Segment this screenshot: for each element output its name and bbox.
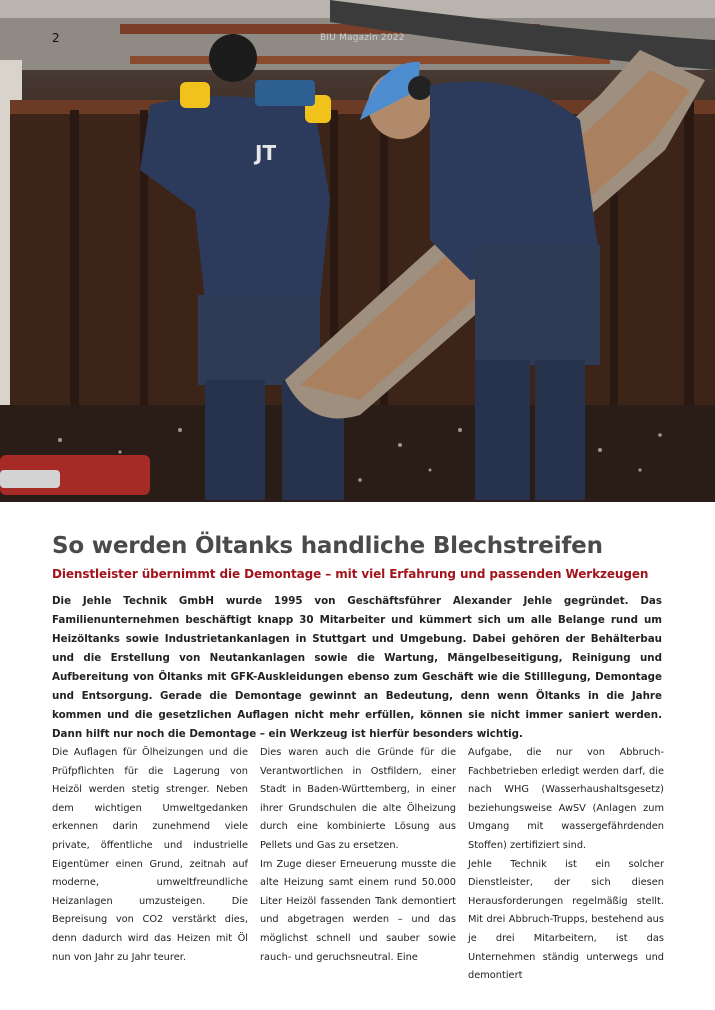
text-column-2 (260, 744, 456, 967)
page-number: 2 (52, 31, 60, 45)
running-header: BIU Magazin 2022 (320, 33, 405, 43)
article-photo (0, 0, 715, 502)
text-column-1 (52, 744, 248, 967)
article-body (52, 744, 664, 982)
photo-illustration (0, 0, 715, 502)
pipe (130, 56, 610, 64)
shirt-logo: JT (255, 141, 277, 165)
article-lead: Die Jehle Technik GmbH wurde 1995 von Geschäftsführer Alexander Jehle gegründet. Das Familienunternehmen beschäftigt knapp 30 Mitarbeiter und kümmert sich um alle Belange rund um Heizöltanks sowie Industrietankanlagen in Stuttgart und Umgebung. Dabei gehören der Behälterbau und die Erstellung von Neutankanlagen sowie die Wartung, Mängelbeseitigung, Reinigung und Aufbereitung von Öltanks mit GFK-Auskleidungen ebenso zum Geschäft wie die Stilllegung, Demontage und Entsorgung. Gerade die Demontage gewinnt an Bedeutung, denn wenn Öltanks in die Jahre kommen und die gesetzlichen Auflagen nicht mehr erfüllen, können sie nicht immer saniert werden. Dann hilft nur noch die Demontage – ein Werkzeug ist hierfür besonders wichtig. (52, 595, 662, 740)
ear-protection (408, 76, 432, 100)
glove (180, 82, 210, 108)
paragraph: Aufgabe, die nur von Abbruch-Fachbetrieben erledigt werden darf, die nach WHG (Wasserhaushaltsgesetz) beziehungsweise AwSV (Anlagen zum Umgang mit wassergefährdenden Stoffen) zertifiziert sind. (468, 747, 664, 851)
article-subheadline: Dienstleister übernimmt die Demontage – mit viel Erfahrung und passenden Werkzeugen (52, 567, 649, 581)
paragraph: Dies waren auch die Gründe für die Verantwortlichen in Ostfildern, einer Stadt in Baden-Württemberg, in einer ihrer Grundschulen die alte Ölheizung durch eine kombinierte Lösung aus Pellets und Gas zu ersetzen. (260, 747, 456, 851)
paragraph: Im Zuge dieser Erneuerung musste die alte Heizung samt einem rund 50.000 Liter Heizöl fassenden Tank demontiert und abgetragen werden – und das möglichst schnell und sauber sowie rauch- und geruchsneutral. Eine (260, 858, 456, 963)
text-column-3 (468, 744, 664, 986)
paragraph: Die Auflagen für Ölheizungen und die Prüfpflichten für die Lagerung von Heizöl werden stetig strenger. Neben dem wichtigen Umweltgedanken erkennen darin zunehmend viele private, öffentliche und industrielle Eigentümer einen Grund, zeitnah auf moderne, umweltfreundliche Heizanlagen umzusteigen. Die Bepreisung von CO2 verstärkt dies, denn dadurch wird das Heizen mit Öl nun von Jahr zu Jahr teurer. (52, 747, 248, 963)
power-tool (255, 80, 315, 106)
paragraph: Jehle Technik ist ein solcher Dienstleister, der sich diesen Herausforderungen regelmäßig stellt. Mit drei Abbruch-Trupps, bestehend aus je drei Mitarbeitern, ist das Unternehmen ständig unterwegs und demontiert (468, 858, 664, 982)
article-headline: So werden Öltanks handliche Blechstreifen (52, 533, 603, 559)
